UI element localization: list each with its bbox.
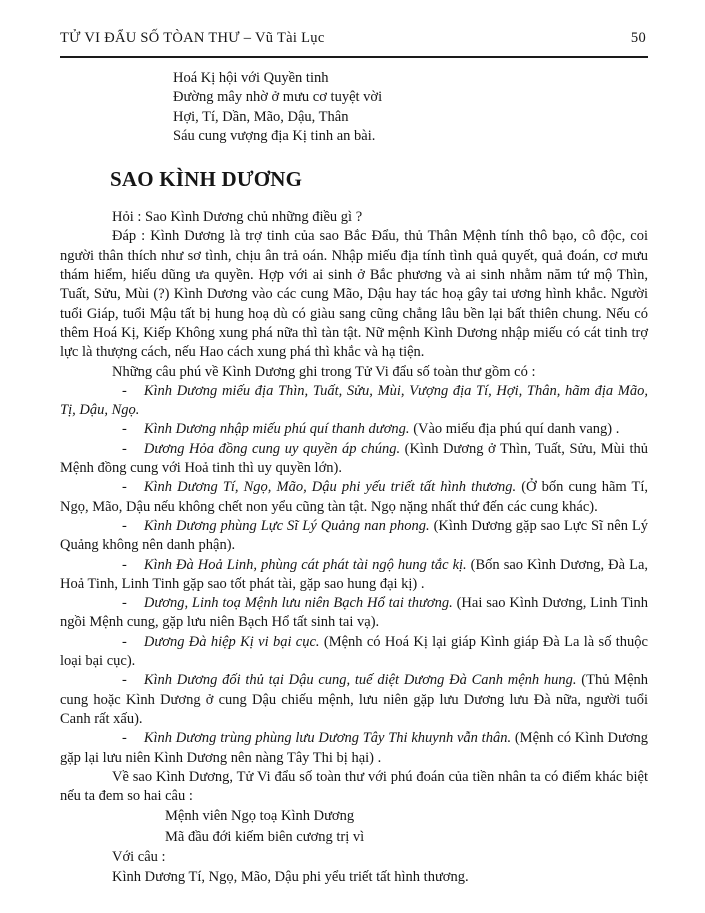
- dash-marker: -: [122, 672, 127, 689]
- verse-line: Hoá Kị hội với Quyền tinh: [173, 70, 329, 86]
- dash-marker: -: [122, 479, 127, 496]
- phu-explanation: (Mệnh có Hoá Kị lại giáp Kình giáp Đà La là số thuộc loại bại cục).: [60, 633, 648, 670]
- phu-quote: Kình Dương trùng phùng lưu Dương Tây Thi khuynh vẫn thân.: [143, 730, 512, 747]
- phu-item: [60, 440, 648, 479]
- phu-explanation: (Thủ Mệnh cung hoặc Kình Dương ở cung Dậu chiếu mệnh, lưu niên gặp lưu Dương lưu Đà nữa, người tuổi Canh rất xấu).: [60, 672, 649, 727]
- phu-explanation: (Kình Dương gặp sao Lực Sĩ nên Lý Quảng không nên danh phận).: [60, 517, 648, 554]
- phu-explanation: (Hai sao Kình Dương, Linh Tinh ngồi Mệnh cung, gặp lưu niên Bạch Hổ tất sinh tai vạ).: [60, 595, 648, 631]
- phu-item: [60, 517, 648, 556]
- closing-remark: Về sao Kình Dương, Tử Vi đẩu số toàn thư với phú đoán của tiền nhân ta có điểm khác biệt nếu ta đem so hai câu :: [60, 768, 648, 805]
- verse-line: Mã đầu đới kiếm biên cương trị vì: [165, 829, 365, 846]
- phu-quote: Dương Đà hiệp Kị vi bại cục.: [143, 633, 320, 650]
- phu-item: [60, 420, 648, 439]
- verse-line: Sáu cung vượng địa Kị tinh an bài.: [173, 127, 376, 144]
- phu-quote: Kình Đà Hoả Linh, phùng cát phát tài ngộ hung tắc kị.: [143, 556, 467, 573]
- phu-quote: Kình Dương nhập miếu phú quí thanh dương.: [143, 421, 410, 438]
- phu-item: [60, 594, 648, 633]
- phu-item: [60, 671, 648, 729]
- opening-verse: [173, 69, 648, 146]
- dash-marker: -: [122, 421, 127, 438]
- answer-paragraph: Đáp : Kình Dương là trợ tinh của sao Bắc Đẩu, thủ Thân Mệnh tính thô bạo, cô độc, coi người thân thích như sơ tình, chịu ân trả oán. Nhập miếu địa tính tình quả quyết, quả đoán, cơ mưu thám hiểm, hiếu dũng ưa quyền. Hợp với ai sinh ở Bắc phương và ai sinh nhằm năm tứ mộ Thìn, Tuất, Sửu, Mùi (?) Kình Dương vào các cung Mão, Dậu hay tác hoạ gây tai ương hình khắc. Người tuổi Giáp, tuổi Mậu tất bị hung hoạ dù có giàu sang cũng chẳng lâu bền lại bất thiên chung. Nếu có thêm Hoá Kị, Kiếp Không xung phá nữa thì tàn tật. Nữ mệnh Kình Dương nhập miếu có cát tinh trợ lực là thượng cách, nếu Hao cách xung phá thì khắc và hạ tiện.: [60, 228, 648, 361]
- phu-item: [60, 729, 648, 768]
- question-paragraph: Hỏi : Sao Kình Dương chủ những điều gì ?: [112, 209, 363, 226]
- phu-item: [60, 633, 648, 672]
- dash-marker: -: [122, 595, 127, 612]
- phu-item: [60, 556, 648, 595]
- phu-intro-paragraph: Những câu phú về Kình Dương ghi trong Tử Vi đẩu số toàn thư gồm có :: [112, 363, 536, 380]
- header-rule: [60, 56, 648, 58]
- book-title: TỬ VI ĐẨU SỐ TÒAN THƯ – Vũ Tài Lục: [60, 30, 325, 46]
- phu-explanation: (Vào miếu địa phú quí danh vang) .: [409, 421, 620, 438]
- phu-explanation: (Ở bốn cung hãm Tí, Ngọ, Mão, Dậu nếu không chết non yểu cũng tàn tật. Ngọ nặng nhất thứ đến các cung khác).: [60, 479, 648, 515]
- dash-marker: -: [122, 517, 127, 534]
- compare-line: Kình Dương Tí, Ngọ, Mão, Dậu phi yểu triết tất hình thương.: [112, 868, 469, 885]
- phu-quote: Dương Hỏa đồng cung uy quyền áp chúng.: [143, 440, 401, 457]
- dash-marker: -: [122, 440, 127, 457]
- phu-explanation: (Bốn sao Kình Dương, Đà La, Hoả Tinh, Linh Tinh gặp sao tốt phát tài, gặp sao hung đại kị) .: [60, 556, 649, 592]
- phu-item: [60, 382, 648, 421]
- phu-item: [60, 478, 648, 517]
- running-header: [60, 30, 648, 47]
- page-number: 50: [630, 30, 646, 46]
- dash-marker: -: [122, 556, 127, 573]
- section-body: [60, 208, 648, 887]
- verse-line: Đường mây nhờ ở mưu cơ tuyệt vời: [173, 89, 383, 106]
- phu-quote: Kình Dương Tí, Ngọ, Mão, Dậu phi yếu triết tất hình thương.: [143, 479, 517, 496]
- phu-quote: Dương, Linh toạ Mệnh lưu niên Bạch Hổ tai thương.: [143, 595, 453, 612]
- with-phrase: Với câu :: [112, 849, 166, 866]
- phu-explanation: (Mệnh có Kình Dương gặp lại lưu niên Kình Dương nên nàng Tây Thi bị hại) .: [60, 730, 648, 766]
- closing-verse: [165, 806, 648, 848]
- section-heading: SAO KÌNH DƯƠNG: [110, 167, 303, 192]
- phu-quote: Kình Dương đối thủ tại Dậu cung, tuế diệt Dương Đà Canh mệnh hung.: [143, 672, 577, 689]
- phu-quote: Kình Dương miếu địa Thìn, Tuất, Sửu, Mùi, Vượng địa Tí, Hợi, Thân, hãm địa Mão, Tị, Dậu, Ngọ.: [60, 382, 648, 419]
- dash-marker: -: [122, 382, 127, 399]
- dash-marker: -: [122, 633, 127, 650]
- verse-line: Hợi, Tí, Dần, Mão, Dậu, Thân: [173, 108, 349, 125]
- phu-quote: Kình Dương phùng Lực Sĩ Lý Quảng nan phong.: [143, 517, 430, 534]
- phu-explanation: (Kình Dương ở Thìn, Tuất, Sửu, Mùi thủ Mệnh đồng cung với Hoả tinh thì uy quyền lớn).: [60, 440, 648, 477]
- dash-marker: -: [122, 730, 127, 747]
- verse-line: Mệnh viên Ngọ toạ Kình Dương: [165, 808, 355, 825]
